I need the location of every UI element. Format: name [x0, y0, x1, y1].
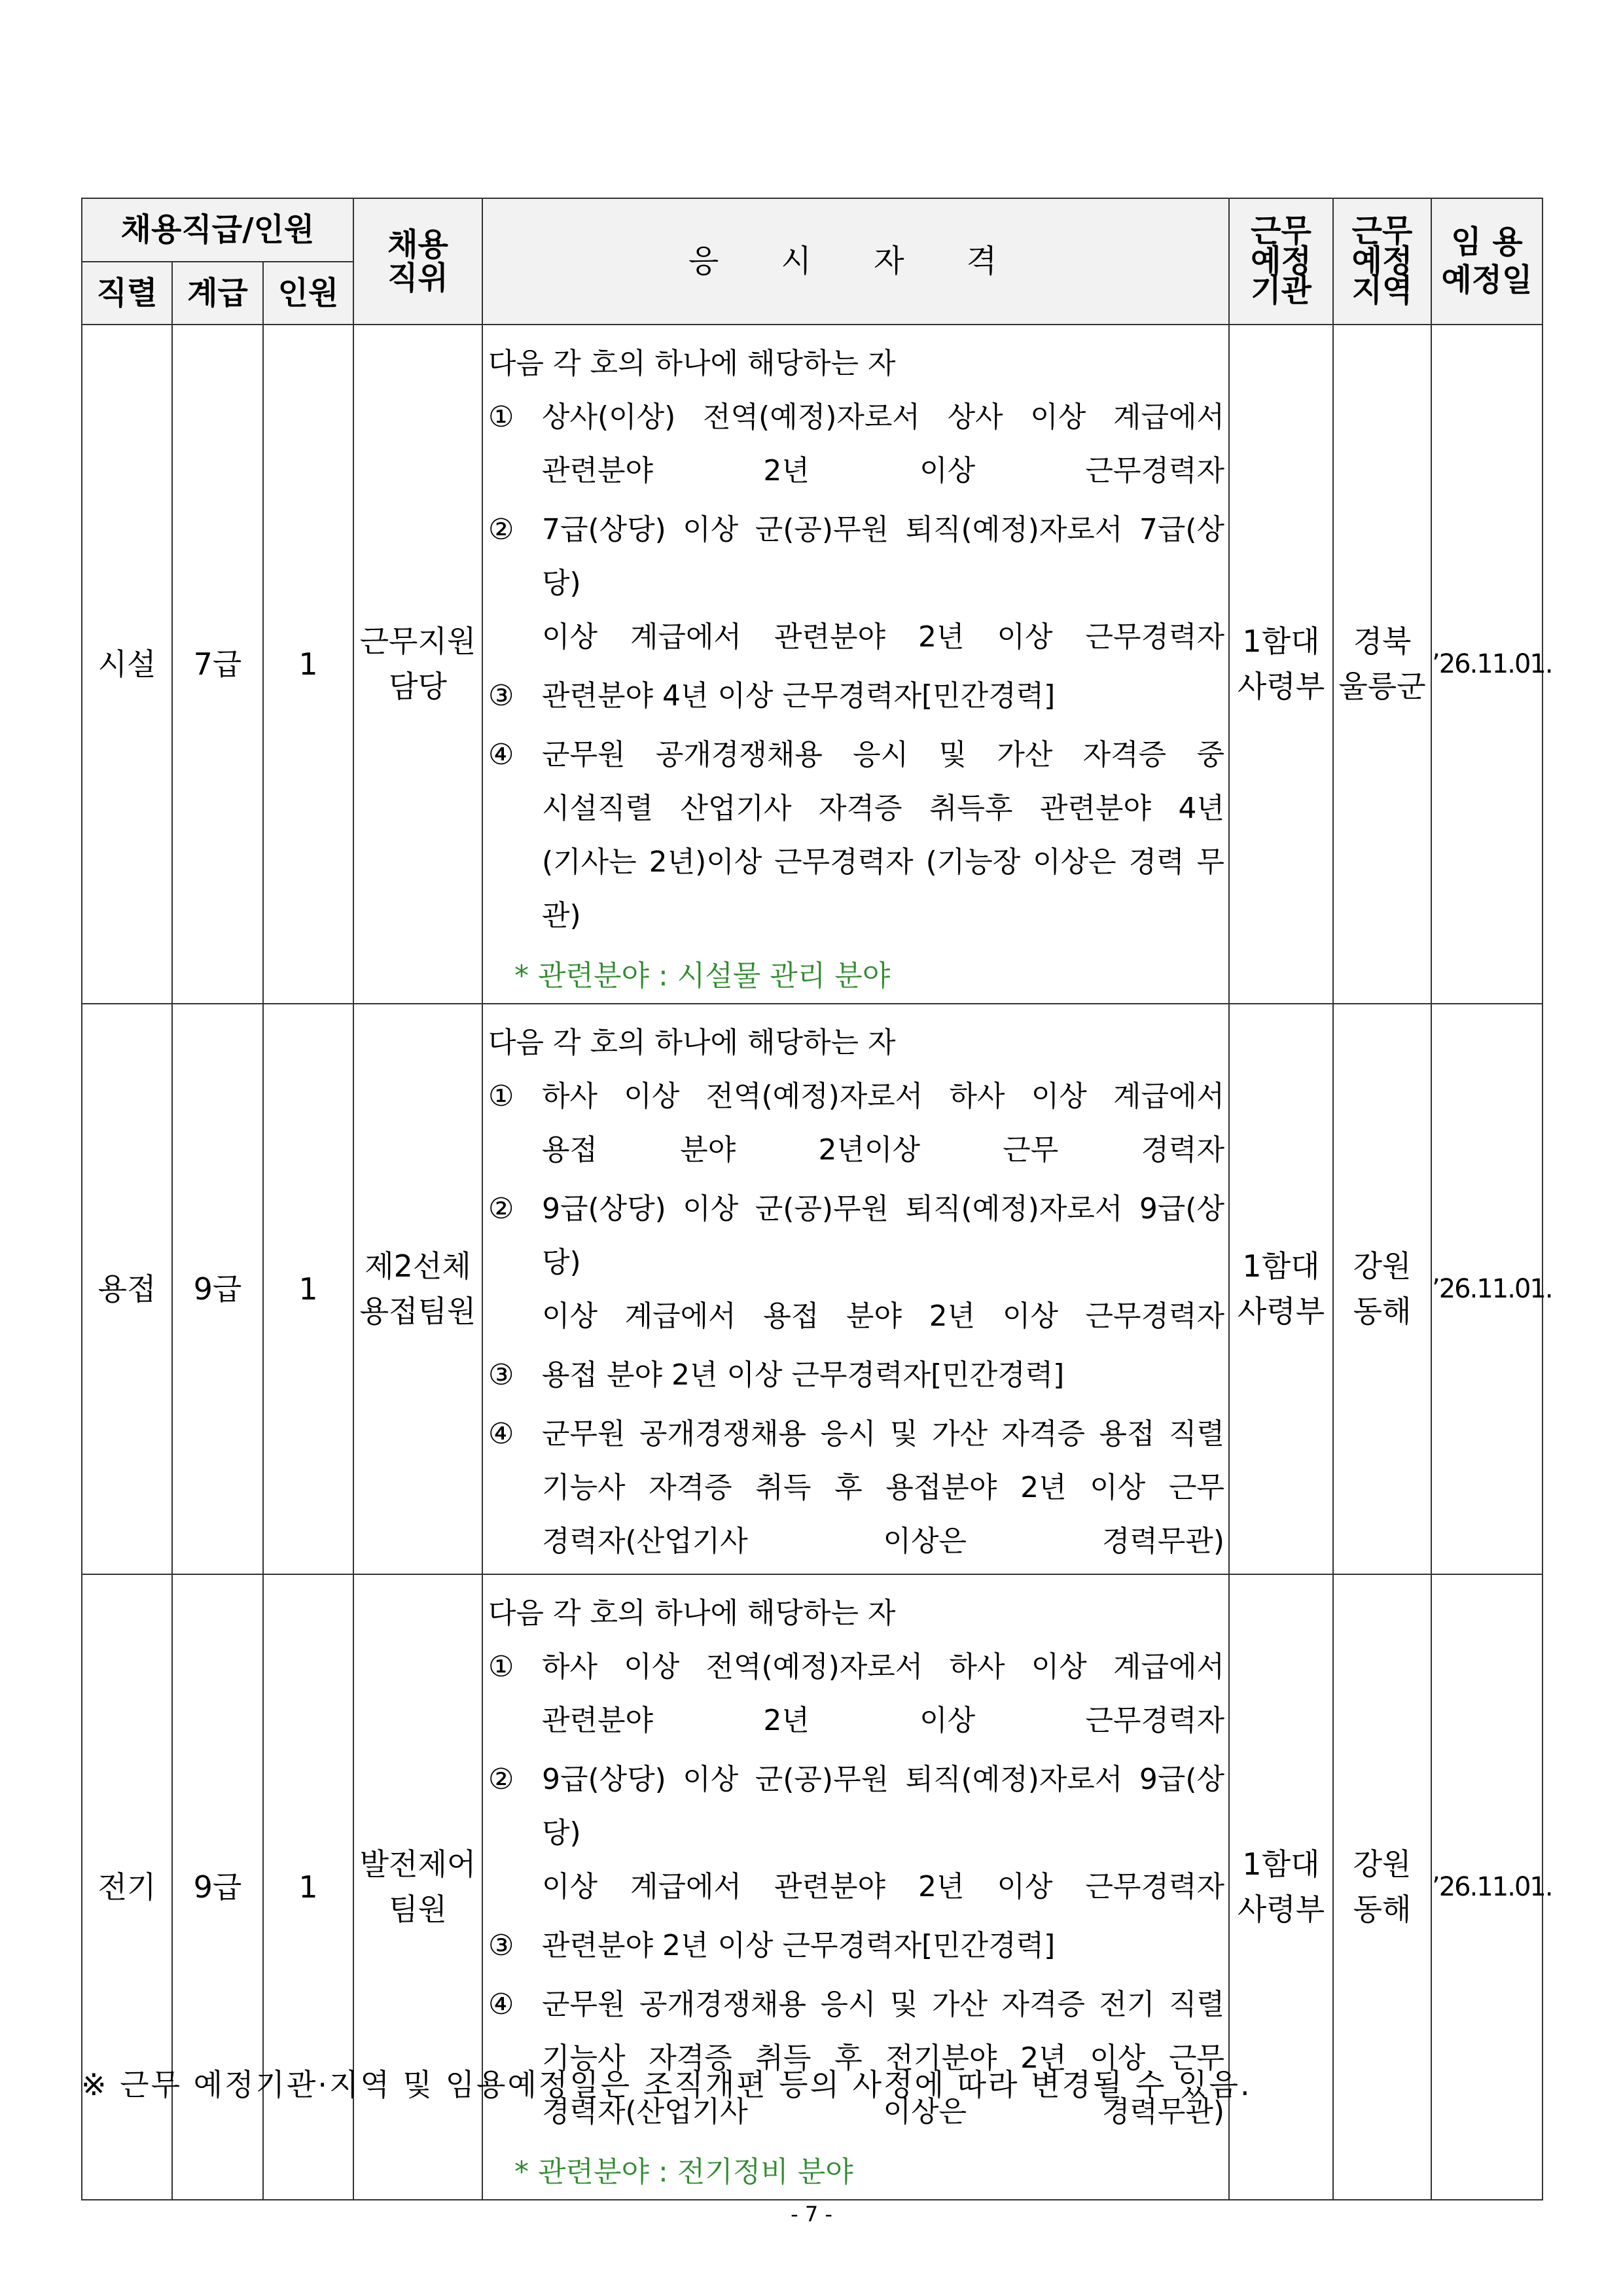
header-grade: 계급 — [172, 262, 263, 325]
cell-date: ’26.11.01. — [1431, 1574, 1543, 2200]
cell-position: 발전제어 팀원 — [353, 1574, 482, 2200]
footnote: ※ 근무 예정기관·지역 및 임용예정일은 조직개편 등의 사정에 따라 변경될 수 있음. — [81, 2067, 1252, 2102]
item-number: ① — [488, 1650, 514, 1684]
qualification-item — [488, 1753, 1224, 1914]
item-text — [542, 669, 1224, 723]
table-row — [82, 1574, 1543, 2200]
item-text — [542, 1978, 1224, 2139]
item-text-line: 이상 계급에서 관련분야 2년 이상 근무경력자 — [542, 1870, 1224, 1903]
item-text-line: 관련분야 2년 이상 근무경력자[민간경력] — [542, 1929, 1056, 1962]
related-field-note: * 관련분야 : 시설물 관리 분야 — [514, 959, 891, 993]
cell-qualifications — [482, 1574, 1229, 2200]
qualification-item — [488, 728, 1224, 943]
cell-position: 제2선체 용접팀원 — [353, 1004, 482, 1574]
cell-region: 강원 동해 — [1333, 1574, 1431, 2200]
cell-grade: 9급 — [172, 1574, 263, 2200]
item-number: ② — [488, 1192, 514, 1226]
item-text — [542, 1753, 1224, 1914]
item-text — [542, 728, 1224, 943]
item-text-line: 관련분야 2년 이상 근무경력자 — [542, 454, 1224, 487]
item-text-line: 기능사 자격증 취득 후 용접분야 2년 이상 근무 — [542, 1471, 1224, 1504]
item-text — [542, 1407, 1224, 1568]
item-text-line: 용접 분야 2년이상 근무 경력자 — [542, 1133, 1224, 1167]
item-number: ② — [488, 513, 514, 546]
item-text — [542, 1919, 1224, 1973]
cell-agency: 1함대 사령부 — [1229, 1004, 1333, 1574]
related-field-note: * 관련분야 : 전기정비 분야 — [514, 2155, 853, 2189]
recruitment-table — [81, 198, 1552, 2200]
cell-count: 1 — [263, 325, 353, 1004]
item-number: ③ — [488, 679, 514, 713]
qualification-item — [488, 1349, 1224, 1402]
item-text-line: 경력자(산업기사 이상은 경력무관) — [542, 2095, 1224, 2128]
cell-series: 전기 — [82, 1574, 172, 2200]
item-text-line: 상사(이상) 전역(예정)자로서 상사 이상 계급에서 — [542, 400, 1224, 434]
item-number: ③ — [488, 1358, 514, 1392]
item-text-line: 하사 이상 전역(예정)자로서 하사 이상 계급에서 — [542, 1650, 1224, 1684]
qualification-intro: 다음 각 호의 하나에 해당하는 자 — [488, 1597, 896, 1630]
item-number: ④ — [488, 1988, 514, 2021]
cell-series: 용접 — [82, 1004, 172, 1574]
item-text-line: 경력자(산업기사 이상은 경력무관) — [542, 1525, 1224, 1558]
header-group: 채용직급/인원 — [82, 198, 353, 262]
qualification-item — [488, 1070, 1224, 1177]
qualification-intro: 다음 각 호의 하나에 해당하는 자 — [488, 1026, 896, 1059]
qualification-item — [488, 503, 1224, 664]
cell-region: 강원 동해 — [1333, 1004, 1431, 1574]
qualification-item — [488, 1640, 1224, 1748]
qualification-item — [488, 1407, 1224, 1568]
item-number: ② — [488, 1763, 514, 1796]
item-text — [542, 1182, 1224, 1343]
item-number: ④ — [488, 1417, 514, 1451]
item-text — [542, 1349, 1224, 1402]
cell-count: 1 — [263, 1004, 353, 1574]
item-text-line: 이상 계급에서 관련분야 2년 이상 근무경력자 — [542, 620, 1224, 654]
cell-qualifications — [482, 1004, 1229, 1574]
item-text-line: 9급(상당) 이상 군(공)무원 퇴직(예정)자로서 9급(상당) — [542, 1763, 1224, 1850]
cell-qualifications — [482, 325, 1229, 1004]
item-number: ① — [488, 400, 514, 434]
cell-region: 경북 울릉군 — [1333, 325, 1431, 1004]
item-text-line: 군무원 공개경쟁채용 응시 및 가산 자격증 용접 직렬 — [542, 1417, 1224, 1451]
qualification-intro: 다음 각 호의 하나에 해당하는 자 — [488, 347, 896, 380]
cell-grade: 9급 — [172, 1004, 263, 1574]
table-body — [82, 325, 1552, 2200]
item-text-line: 군무원 공개경쟁채용 응시 및 가산 자격증 중 — [542, 738, 1224, 771]
item-text-line: 관련분야 2년 이상 근무경력자 — [542, 1704, 1224, 1737]
qualification-item — [488, 1919, 1224, 1973]
header-count: 인원 — [263, 262, 353, 325]
item-text-line: 군무원 공개경쟁채용 응시 및 가산 자격증 전기 직렬 — [542, 1988, 1224, 2021]
header-date: 임 용 예정일 — [1431, 198, 1543, 325]
qualification-item — [488, 1978, 1224, 2139]
item-text-line: 하사 이상 전역(예정)자로서 하사 이상 계급에서 — [542, 1080, 1224, 1113]
item-text-line: 기능사 자격증 취득 후 전기분야 2년 이상 근무 — [542, 2041, 1224, 2075]
cell-agency: 1함대 사령부 — [1229, 325, 1333, 1004]
item-text-line: 관련분야 4년 이상 근무경력자[민간경력] — [542, 679, 1056, 713]
cell-position: 근무지원 담당 — [353, 325, 482, 1004]
header-qualifications: 응 시 자 격 — [482, 198, 1229, 325]
table-row — [82, 1004, 1543, 1574]
item-number: ④ — [488, 738, 514, 771]
item-text-line: 시설직렬 산업기사 자격증 취득후 관련분야 4년 — [542, 792, 1224, 825]
header-agency: 근무 예정 기관 — [1229, 198, 1333, 325]
header-series: 직렬 — [82, 262, 172, 325]
cell-series: 시설 — [82, 325, 172, 1004]
page-number: - 7 - — [791, 2202, 832, 2227]
qualification-item — [488, 669, 1224, 723]
cell-date: ’26.11.01. — [1431, 325, 1543, 1004]
item-number: ③ — [488, 1929, 514, 1962]
item-text — [542, 391, 1224, 498]
item-text-line: 7급(상당) 이상 군(공)무원 퇴직(예정)자로서 7급(상당) — [542, 513, 1224, 600]
item-text-line: (기사는 2년)이상 근무경력자 (기능장 이상은 경력 무관) — [542, 845, 1224, 932]
cell-date: ’26.11.01. — [1431, 1004, 1543, 1574]
item-text — [542, 1070, 1224, 1177]
qualification-item — [488, 391, 1224, 498]
table-row — [82, 325, 1543, 1004]
item-text-line: 이상 계급에서 용접 분야 2년 이상 근무경력자 — [542, 1299, 1224, 1333]
item-text-line: 9급(상당) 이상 군(공)무원 퇴직(예정)자로서 9급(상당) — [542, 1192, 1224, 1279]
cell-grade: 7급 — [172, 325, 263, 1004]
item-text — [542, 1640, 1224, 1748]
qualification-item — [488, 1182, 1224, 1343]
cell-agency: 1함대 사령부 — [1229, 1574, 1333, 2200]
item-text — [542, 503, 1224, 664]
header-region: 근무 예정 지역 — [1333, 198, 1431, 325]
header-position: 채용 직위 — [353, 198, 482, 325]
cell-count: 1 — [263, 1574, 353, 2200]
item-text-line: 용접 분야 2년 이상 근무경력자[민간경력] — [542, 1358, 1065, 1392]
item-number: ① — [488, 1080, 514, 1113]
